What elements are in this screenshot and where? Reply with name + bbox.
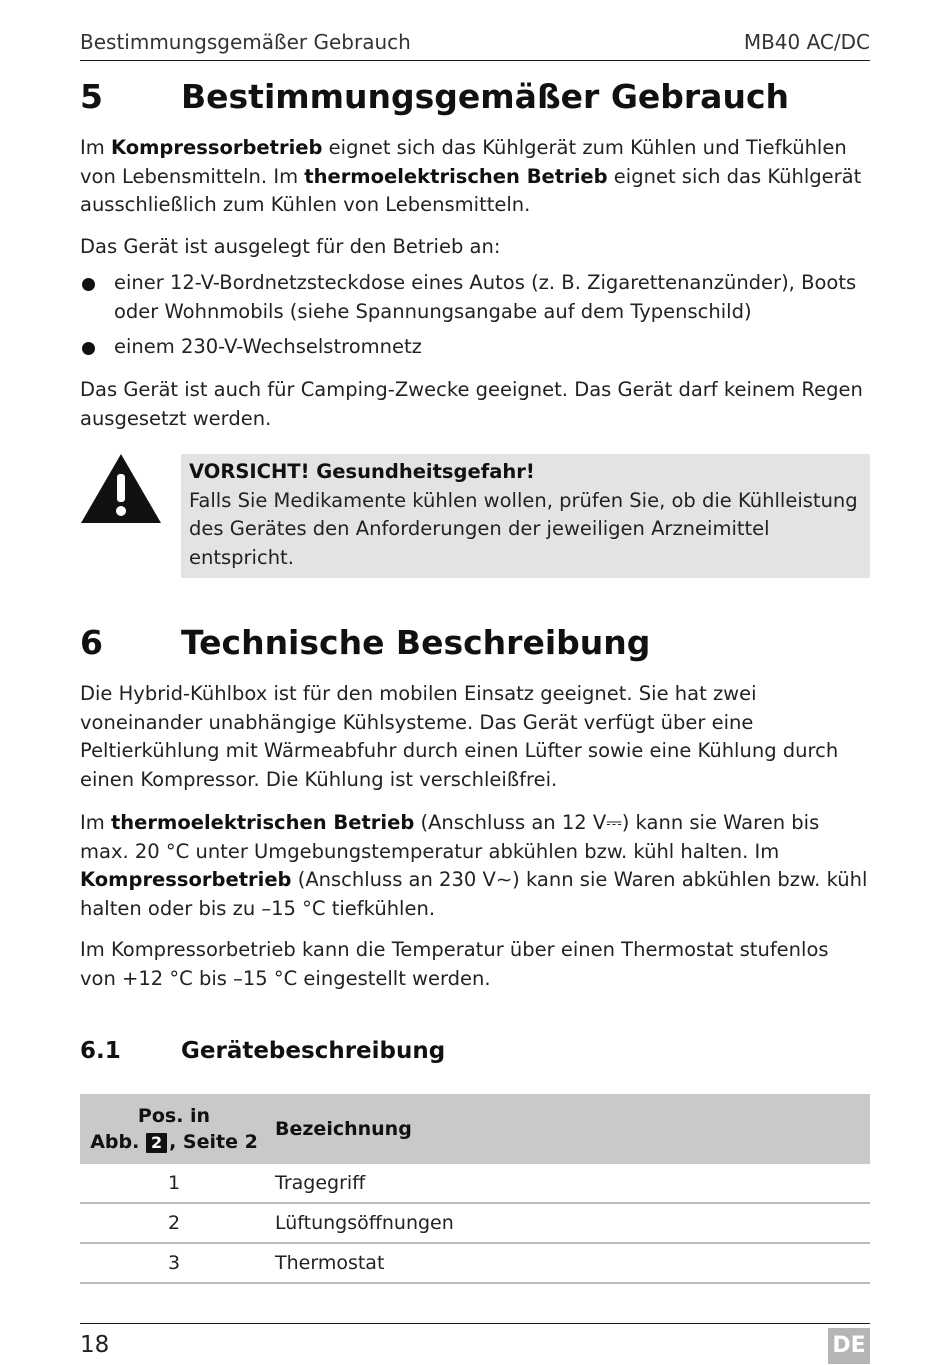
language-badge: DE xyxy=(828,1328,870,1364)
bold-term: thermoelektrischen Betrieb xyxy=(304,164,608,188)
header-chapter-title: Bestimmungsgemäßer Gebrauch xyxy=(80,30,411,54)
hybrid-description-paragraph: Die Hybrid-Kühlbox ist für den mobilen Einsatz geeignet. Sie hat zwei voneinander unabhängige Kühlsysteme. Das Gerät verfügt über eine Peltierkühlung mit Wärmeabfuhr durch einen Lüfter sowie eine Kühlung durch einen Kompressor. Die Kühlung ist verschleißfrei. xyxy=(80,682,839,791)
bold-term: Kompressorbetrieb xyxy=(110,136,323,159)
section-title: Bestimmungsgemäßer Gebrauch xyxy=(181,77,790,116)
section-number: 6 xyxy=(80,623,103,662)
column-header-designation: Bezeichnung xyxy=(268,1094,870,1164)
header-model-name: MB40 AC/DC xyxy=(743,30,870,54)
designation-cell: Lüftungsöffnungen xyxy=(268,1203,870,1243)
warning-triangle-icon xyxy=(80,452,162,524)
running-header xyxy=(80,28,870,61)
designation-cell: Thermostat xyxy=(268,1243,870,1283)
section-5-intro-paragraph: Im Kompressorbetrieb eignet sich das Kühlgerät zum Kühlen und Tiefkühlen von Lebensmitteln. Im thermoelektrischen Betrieb eignet sich das Kühlgerät ausschließlich zum Kühlen von Lebensmitteln. xyxy=(80,136,862,216)
section-title: Gerätebeschreibung xyxy=(181,1038,446,1064)
column-header-position: Pos. in Abb. 2 , Seite 2 xyxy=(80,1094,268,1164)
position-cell: 1 xyxy=(80,1164,268,1203)
caution-title: VORSICHT! Gesundheitsgefahr! xyxy=(189,460,535,483)
dc-symbol-icon: ⎓ xyxy=(606,811,622,834)
parts-table xyxy=(80,1094,870,1284)
list-item-text: einer 12-V-Bordnetzsteckdose eines Autos (z. B. Zigarettenanzünder), Boots oder Wohnmobils (siehe Spannungsangabe auf dem Typenschild) xyxy=(114,271,857,323)
operating-modes-paragraph: Im thermoelektrischen Betrieb (Anschluss an 12 V⎓) kann sie Waren bis max. 20 °C unter Umgebungstemperatur abkühlen bzw. kühl halten. Im Kompressorbetrieb (Anschluss an 230 V∼) kann sie Waren abkühlen bzw. kühl halten oder bis zu –15 °C tiefkühlen. xyxy=(80,811,868,920)
designation-cell: Tragegriff xyxy=(268,1164,870,1203)
table-row xyxy=(80,1164,870,1203)
section-number: 6.1 xyxy=(80,1038,121,1064)
caution-text: Falls Sie Medikamente kühlen wollen, prüfen Sie, ob die Kühlleistung des Gerätes den Anforderungen der jeweiligen Arzneimittel entspricht. xyxy=(189,488,858,569)
bullet-icon xyxy=(82,342,95,355)
bold-term: Kompressorbetrieb xyxy=(80,868,292,891)
list-item-text: einem 230-V-Wechselstromnetz xyxy=(114,335,422,358)
page-number: 18 xyxy=(80,1332,110,1358)
position-cell: 2 xyxy=(80,1203,268,1243)
footer-divider xyxy=(80,1323,870,1324)
position-cell: 3 xyxy=(80,1243,268,1283)
table-row xyxy=(80,1203,870,1243)
caution-box xyxy=(181,454,870,578)
document-page xyxy=(80,0,870,1365)
camping-paragraph: Das Gerät ist auch für Camping-Zwecke geeignet. Das Gerät darf keinem Regen ausgesetzt werden. xyxy=(80,378,863,430)
bullet-icon xyxy=(82,278,95,291)
ac-symbol-icon: ∼ xyxy=(495,868,513,891)
table-header-row xyxy=(80,1094,870,1164)
table-row xyxy=(80,1243,870,1283)
thermostat-paragraph: Im Kompressorbetrieb kann die Temperatur über einen Thermostat stufenlos von +12 °C bis –15 °C eingestellt werden. xyxy=(80,938,829,990)
section-number: 5 xyxy=(80,77,103,116)
bold-term: thermoelektrischen Betrieb xyxy=(110,811,415,834)
figure-reference-badge: 2 xyxy=(146,1133,167,1153)
operation-intro-paragraph: Das Gerät ist ausgelegt für den Betrieb an: xyxy=(80,235,501,258)
section-title: Technische Beschreibung xyxy=(181,623,651,662)
